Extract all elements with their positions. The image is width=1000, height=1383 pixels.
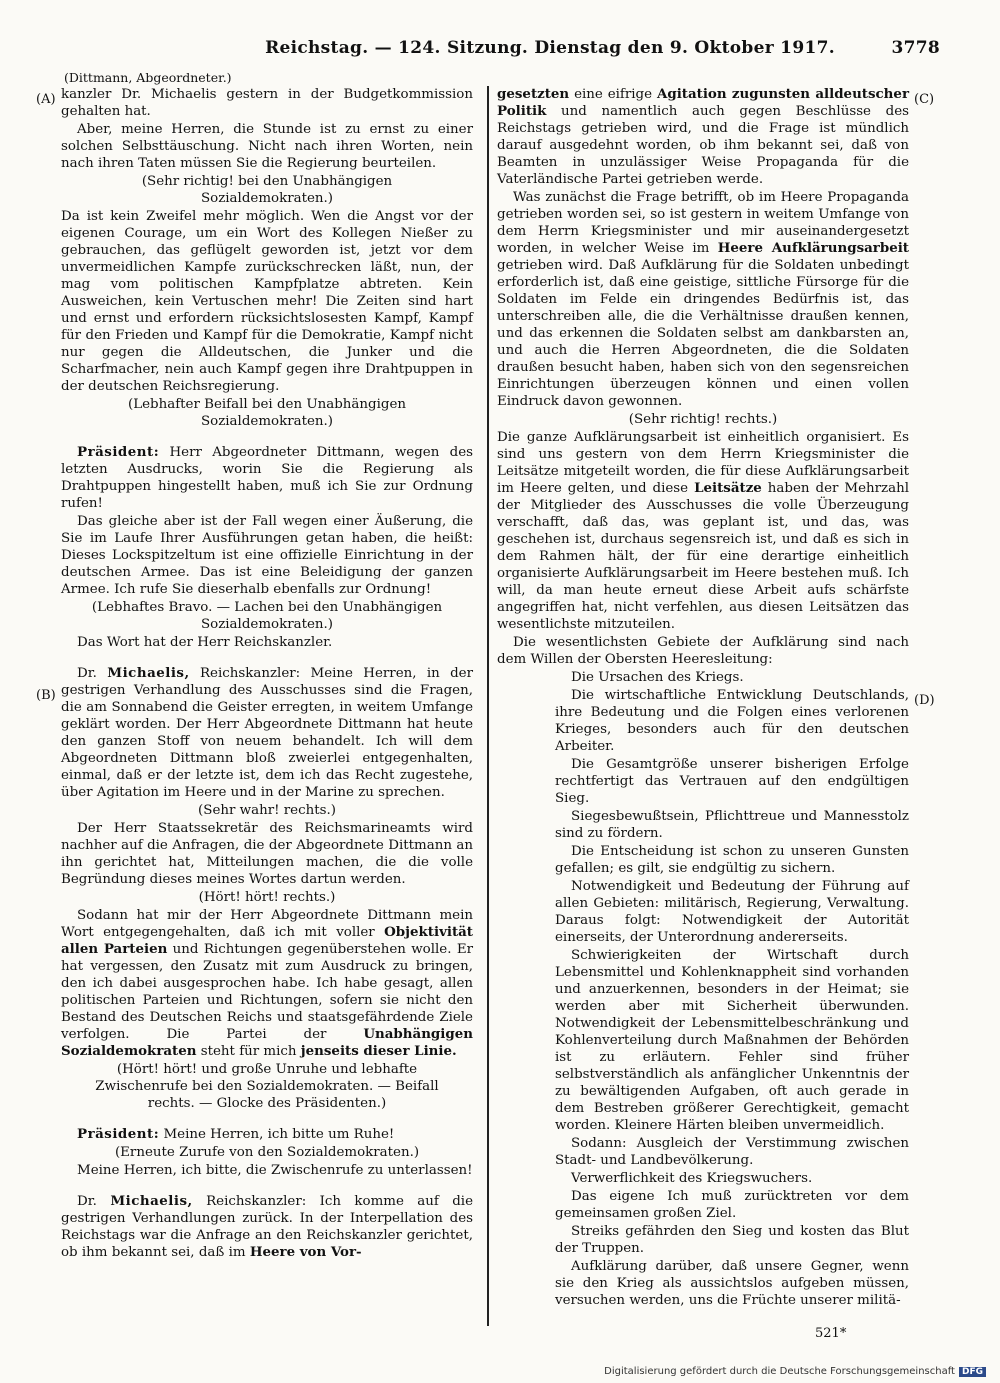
list-item: Die Entscheidung ist schon zu unseren Gunsten gefallen; es gilt, sie endgültig zu sichern. — [555, 844, 909, 876]
list-item: Schwierigkeiten der Wirtschaft durch Lebensmittel und Kohlenknappheit sind vorhanden und anzuerkennen, besonders in der Heimat; sie werden aber mit Sicherheit überwunden. Notwendigkeit der Lebensmittelbeschränkung und Kohlenverteilung durch Maßnahmen der Behörden ist zu erläutern. Fehler sind früher selbstverständlich als anfänglicher Unkenntnis der zu bewältigenden Aufgaben, oft auch gerade in dem Bestreben größerer Gerechtigkeit, gemacht worden. Kleinere Härten bleiben unvermeidlich. — [555, 948, 909, 1133]
paragraph: Der Herr Staatssekretär des Reichsmarineamts wird nachher auf die Anfragen, die der Abgeordnete Dittmann an ihn gerichtet hat, Mitteilungen machen, die die volle Begründung dieses meines Wortes dartun werden. — [61, 821, 473, 887]
paragraph: kanzler Dr. Michaelis gestern in der Budgetkommission gehalten hat. — [61, 87, 473, 119]
interjection: (Lebhaftes Bravo. — Lachen bei den Unabhängigen Sozialdemokraten.) — [91, 600, 443, 632]
speech-text: Meine Herren, ich bitte um Ruhe! — [159, 1127, 395, 1142]
list-item: Siegesbewußtsein, Pflichttreue und Mannesstolz sind zu fördern. — [555, 809, 909, 841]
emphasis: Leitsätze — [694, 480, 762, 496]
footer-text: Digitalisierung gefördert durch die Deutsche Forschungsgemeinschaft — [604, 1366, 955, 1377]
interjection: (Sehr richtig! rechts.) — [628, 412, 778, 427]
speech-text: Sodann hat mir der Herr Abgeordnete Dittmann mein Wort entgegengehalten, daß ich mit voller — [61, 908, 473, 940]
speech-text: getrieben wird. Daß Aufklärung für die Soldaten unbedingt erforderlich ist, daß eine geistige, sittliche Fürsorge für die Soldaten im Felde ein dringendes Bedürfnis ist, das unterschreiben alle, die die Verhältnisse draußen kennen, und das erkennen die Soldaten selbst am dankbarsten an, und auch die Herren Abgeordneten, die die Soldaten draußen besucht haben, haben sich von den segensreichen Einrichtungen überzeugen können und einen vollen Eindruck davon gewonnen. — [497, 258, 909, 409]
paragraph — [497, 189, 909, 410]
running-header — [60, 38, 940, 60]
speaker-name: Michaelis, — [107, 665, 190, 681]
paragraph: Meine Herren, ich bitte, die Zwischenrufe zu unterlassen! — [77, 1163, 473, 1178]
list-item: Die Gesamtgröße unserer bisherigen Erfolge rechtfertigt das Vertrauen auf den endgültigen Sieg. — [555, 757, 909, 806]
speech-text: Reichskanzler: Meine Herren, in der gestrigen Verhandlung des Ausschusses sind die Fragen, die am Sonnabend die Geister erregten, in weitem Umfange geklärt worden. Der Herr Abgeordnete Dittmann hat heute den ganzen Stoff von neuem behandelt. Ich will dem Abgeordneten Dittmann bloß zweierlei entgegenhalten, einmal, daß er der letzte ist, dem ich das Recht zugestehe, über Agitation im Heere und in der Marine zu sprechen. — [61, 666, 473, 800]
margin-marker-a: (A) — [36, 92, 56, 107]
speech-text: haben der Mehrzahl der Mitglieder des Ausschusses die volle Überzeugung verschafft, daß das, was geplant ist, und das, was geschehen ist, durchaus segensreich ist, und daß es sich in dem Rahmen hält, der für eine derartige einheitlich organisierte Aufklärungsarbeit im Heere bestehen muß. Ich will, da man heute erneut diese Arbeit aufs schärfste angegriffen hat, nicht verfehlen, aus diesen Leitsätzen das wesentlichste mitzuteilen. — [497, 481, 909, 632]
speaker-name: Präsident: — [77, 1126, 160, 1142]
header-title: Reichstag. — 124. Sitzung. Dienstag den 9. Oktober 1917. — [265, 38, 835, 58]
interjection: (Erneute Zurufe von den Sozialdemokraten.) — [114, 1145, 420, 1160]
list-item: Die wirtschaftliche Entwicklung Deutschlands, ihre Bedeutung und die Folgen eines verlorenen Krieges, besonders auch für den deutschen Arbeiter. — [555, 688, 909, 754]
speaker-name: Präsident: — [77, 444, 160, 460]
emphasis: gesetzten — [497, 86, 570, 102]
right-column — [497, 86, 909, 1310]
paragraph — [61, 444, 473, 512]
list-item: Notwendigkeit und Bedeutung der Führung auf allen Gebieten: militärisch, Regierung, Verwaltung. Daraus folgt: Notwendigkeit der Autorität einerseits, der Unterordnung andererseits. — [555, 879, 909, 945]
list-item: Aufklärung darüber, daß unsere Gegner, wenn sie den Krieg als aussichtslos aufgeben müssen, versuchen werden, uns die Früchte unserer militä- — [555, 1259, 909, 1308]
paragraph: Da ist kein Zweifel mehr möglich. Wen die Angst vor der eigenen Courage, um ein Wort des Kollegen Nießer zu gebrauchen, das geflügelt geworden ist, jetzt vor dem unvermeidlichen Kampfe zurückschrecken läßt, nun, der mag vom politischen Kampfplatze abtreten. Kein Ausweichen, kein Vertuschen mehr! Die Zeiten sind hart und ernst und erfordern rücksichtslosesten Kampf, Kampf für den Frieden und Kampf für die Demokratie, Kampf nicht nur gegen die Alldeutschen, die Junker und die Scharfmacher, nein auch Kampf gegen ihre Drahtpuppen in der deutschen Reichsregierung. — [61, 209, 473, 394]
margin-marker-d: (D) — [914, 693, 935, 708]
paragraph — [497, 86, 909, 188]
paragraph: Das gleiche aber ist der Fall wegen einer Äußerung, die Sie im Laufe Ihrer Ausführungen getan haben, die heißt: Dieses Lockspitzeltum ist eine offizielle Einrichtung in der deutschen Armee. Das ist eine Beleidigung der ganzen Armee. Ich rufe Sie dieserhalb ebenfalls zur Ordnung! — [61, 514, 473, 597]
interjection: (Lebhafter Beifall bei den Unabhängigen Sozialdemokraten.) — [127, 397, 407, 429]
speaker-heading: (Dittmann, Abgeordneter.) — [64, 70, 232, 85]
paragraph — [61, 907, 473, 1060]
emphasis: Heere Aufklärungsarbeit — [717, 240, 909, 256]
paragraph: Das Wort hat der Herr Reichskanzler. — [77, 635, 333, 650]
column-divider — [487, 86, 489, 1326]
list-item: Sodann: Ausgleich der Verstimmung zwischen Stadt- und Landbevölkerung. — [555, 1136, 909, 1168]
emphasis: Unabhängigen Sozialdemokraten — [61, 1026, 473, 1059]
interjection: (Sehr wahr! rechts.) — [198, 803, 336, 818]
margin-marker-b: (B) — [36, 688, 56, 703]
list-item: Streiks gefährden den Sieg und kosten das Blut der Truppen. — [555, 1224, 909, 1256]
speech-text: steht für mich — [196, 1044, 301, 1059]
emphasis: Heere von Vor- — [249, 1244, 362, 1260]
speech-text: Die ganze Aufklärungsarbeit ist einheitlich organisiert. Es sind uns gestern von dem Herrn Kriegsminister die Leitsätze mitgeteilt worden, die für diese Aufklärungsarbeit im Heere gelten, und diese — [497, 430, 909, 496]
interjection: (Hört! hört! und große Unruhe und lebhafte Zwischenrufe bei den Sozialdemokraten. — Beifall rechts. — Glocke des Präsidenten.) — [95, 1062, 439, 1111]
paragraph — [61, 1126, 473, 1143]
speech-text: Was zunächst die Frage betrifft, ob im Heere Propaganda getrieben worden sei, so ist gestern in weitem Umfange von dem Herrn Kriegsminister und mir auseinandergesetzt worden, in welcher Weise im — [497, 190, 909, 256]
speech-text: Herr Abgeordneter Dittmann, wegen des letzten Ausdrucks, worin Sie die Regierung als Drahtpuppen hingestellt haben, muß ich Sie zur Ordnung rufen! — [61, 445, 473, 511]
margin-marker-c: (C) — [914, 92, 935, 107]
emphasis: jenseits dieser Linie. — [300, 1043, 457, 1059]
speaker-title: Dr. — [77, 1194, 111, 1209]
emphasis: Agitation zugunsten alldeutscher Politik — [497, 86, 909, 119]
list-item: Das eigene Ich muß zurücktreten vor dem gemeinsamen großen Ziel. — [555, 1189, 909, 1221]
list-item: Die Ursachen des Kriegs. — [571, 670, 744, 685]
page-number: 3778 — [891, 38, 940, 58]
speech-text: eine eifrige — [569, 87, 657, 102]
footer-credit — [604, 1366, 986, 1377]
interjection: (Hört! hört! rechts.) — [198, 890, 336, 905]
list-item: Verwerflichkeit des Kriegswuchers. — [571, 1171, 813, 1186]
emphasis: Objektivität allen Parteien — [61, 924, 473, 957]
left-column — [61, 86, 473, 1262]
dfg-logo: DFG — [959, 1367, 986, 1377]
paragraph — [61, 1193, 473, 1261]
printer-folio: 521* — [815, 1326, 847, 1341]
speech-text: Reichskanzler: Ich komme auf die gestrigen Verhandlungen zurück. In der Interpellation des Reichstags war die Anfrage an den Reichskanzler gerichtet, ob ihm bekannt sei, daß im — [61, 1194, 474, 1260]
speaker-title: Dr. — [77, 666, 108, 681]
speech-text: und Richtungen gegenüberstehen wolle. Er hat vergessen, den Zusatz mit zum Ausdruck zu bringen, den ich dabei ausgesprochen habe. Ich habe gesagt, allen politischen Parteien und Richtungen, sofern sie nicht den Bestand des Deutschen Reichs und staatsgefährdende Ziele verfolgen. Die Partei der — [61, 942, 473, 1042]
speech-text: und namentlich auch gegen Beschlüsse des Reichstags getrieben wird, und die Frage ist mündlich darauf ausgedehnt worden, ob ihm bekannt sei, daß von Beamten in unzulässiger Weise Propaganda für die Vaterländische Partei getrieben werde. — [497, 104, 909, 187]
paragraph: Aber, meine Herren, die Stunde ist zu ernst zu einer solchen Selbsttäuschung. Nicht nach ihren Worten, nein nach ihren Taten müssen Sie die Regierung beurteilen. — [61, 122, 473, 171]
paragraph: Die wesentlichsten Gebiete der Aufklärung sind nach dem Willen der Obersten Heeresleitung: — [497, 635, 909, 667]
interjection: (Sehr richtig! bei den Unabhängigen Sozialdemokraten.) — [141, 174, 393, 206]
paragraph — [61, 665, 473, 801]
paragraph — [497, 429, 909, 633]
speaker-name: Michaelis, — [110, 1193, 193, 1209]
